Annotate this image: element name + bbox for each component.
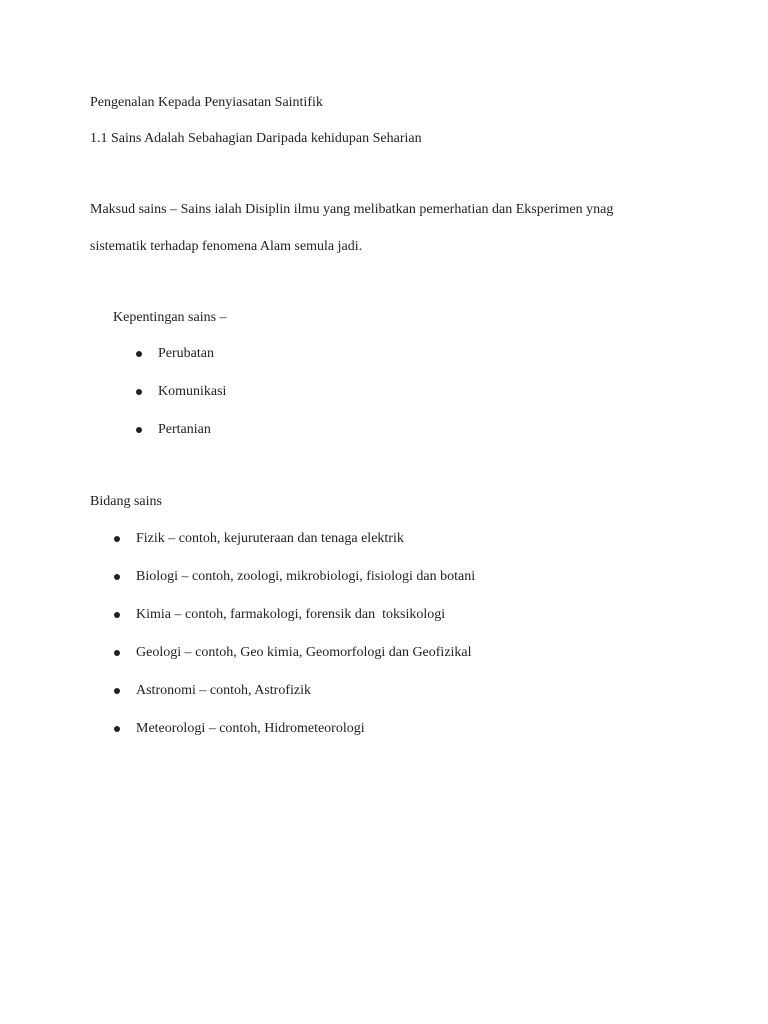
fields-list-item: [136, 530, 404, 548]
importance-heading: Kepentingan sains –: [113, 310, 227, 325]
importance-item-label: Komunikasi: [158, 384, 227, 399]
bullet-icon: [114, 650, 120, 656]
importance-list-item: [158, 383, 226, 401]
definition-line-1: Maksud sains – Sains ialah Disiplin ilmu yang melibatkan pemerhatian dan Eksperimen ynag: [90, 202, 614, 217]
bullet-icon: [136, 351, 142, 357]
definition-line-2: sistematik terhadap fenomena Alam semula jadi.: [90, 239, 363, 254]
fields-list-item: [136, 720, 365, 738]
fields-list-item: [136, 606, 445, 624]
bullet-icon: [114, 574, 120, 580]
importance-list-item: [158, 421, 211, 439]
importance-item-label: Pertanian: [158, 422, 211, 437]
fields-item-label: Fizik – contoh, kejuruteraan dan tenaga elektrik: [136, 531, 404, 546]
bullet-icon: [136, 427, 142, 433]
bullet-icon: [114, 612, 120, 618]
fields-list-item: [136, 644, 472, 662]
bullet-icon: [114, 688, 120, 694]
document-title: Pengenalan Kepada Penyiasatan Saintifik: [90, 95, 323, 110]
importance-item-label: Perubatan: [158, 346, 214, 361]
bullet-icon: [114, 536, 120, 542]
fields-item-label: Meteorologi – contoh, Hidrometeorologi: [136, 721, 365, 736]
importance-list-item: [158, 345, 214, 363]
fields-item-label: Geologi – contoh, Geo kimia, Geomorfologi dan Geofizikal: [136, 645, 472, 660]
fields-list-item: [136, 568, 475, 586]
bullet-icon: [114, 726, 120, 732]
fields-item-label: Biologi – contoh, zoologi, mikrobiologi, fisiologi dan botani: [136, 569, 476, 584]
bullet-icon: [136, 389, 142, 395]
fields-list-item: [136, 682, 311, 700]
fields-heading: Bidang sains: [90, 494, 162, 509]
fields-item-label: Kimia – contoh, farmakologi, forensik dan toksikologi: [136, 607, 446, 622]
fields-item-label: Astronomi – contoh, Astrofizik: [136, 683, 311, 698]
section-heading: 1.1 Sains Adalah Sebahagian Daripada kehidupan Seharian: [90, 131, 422, 146]
